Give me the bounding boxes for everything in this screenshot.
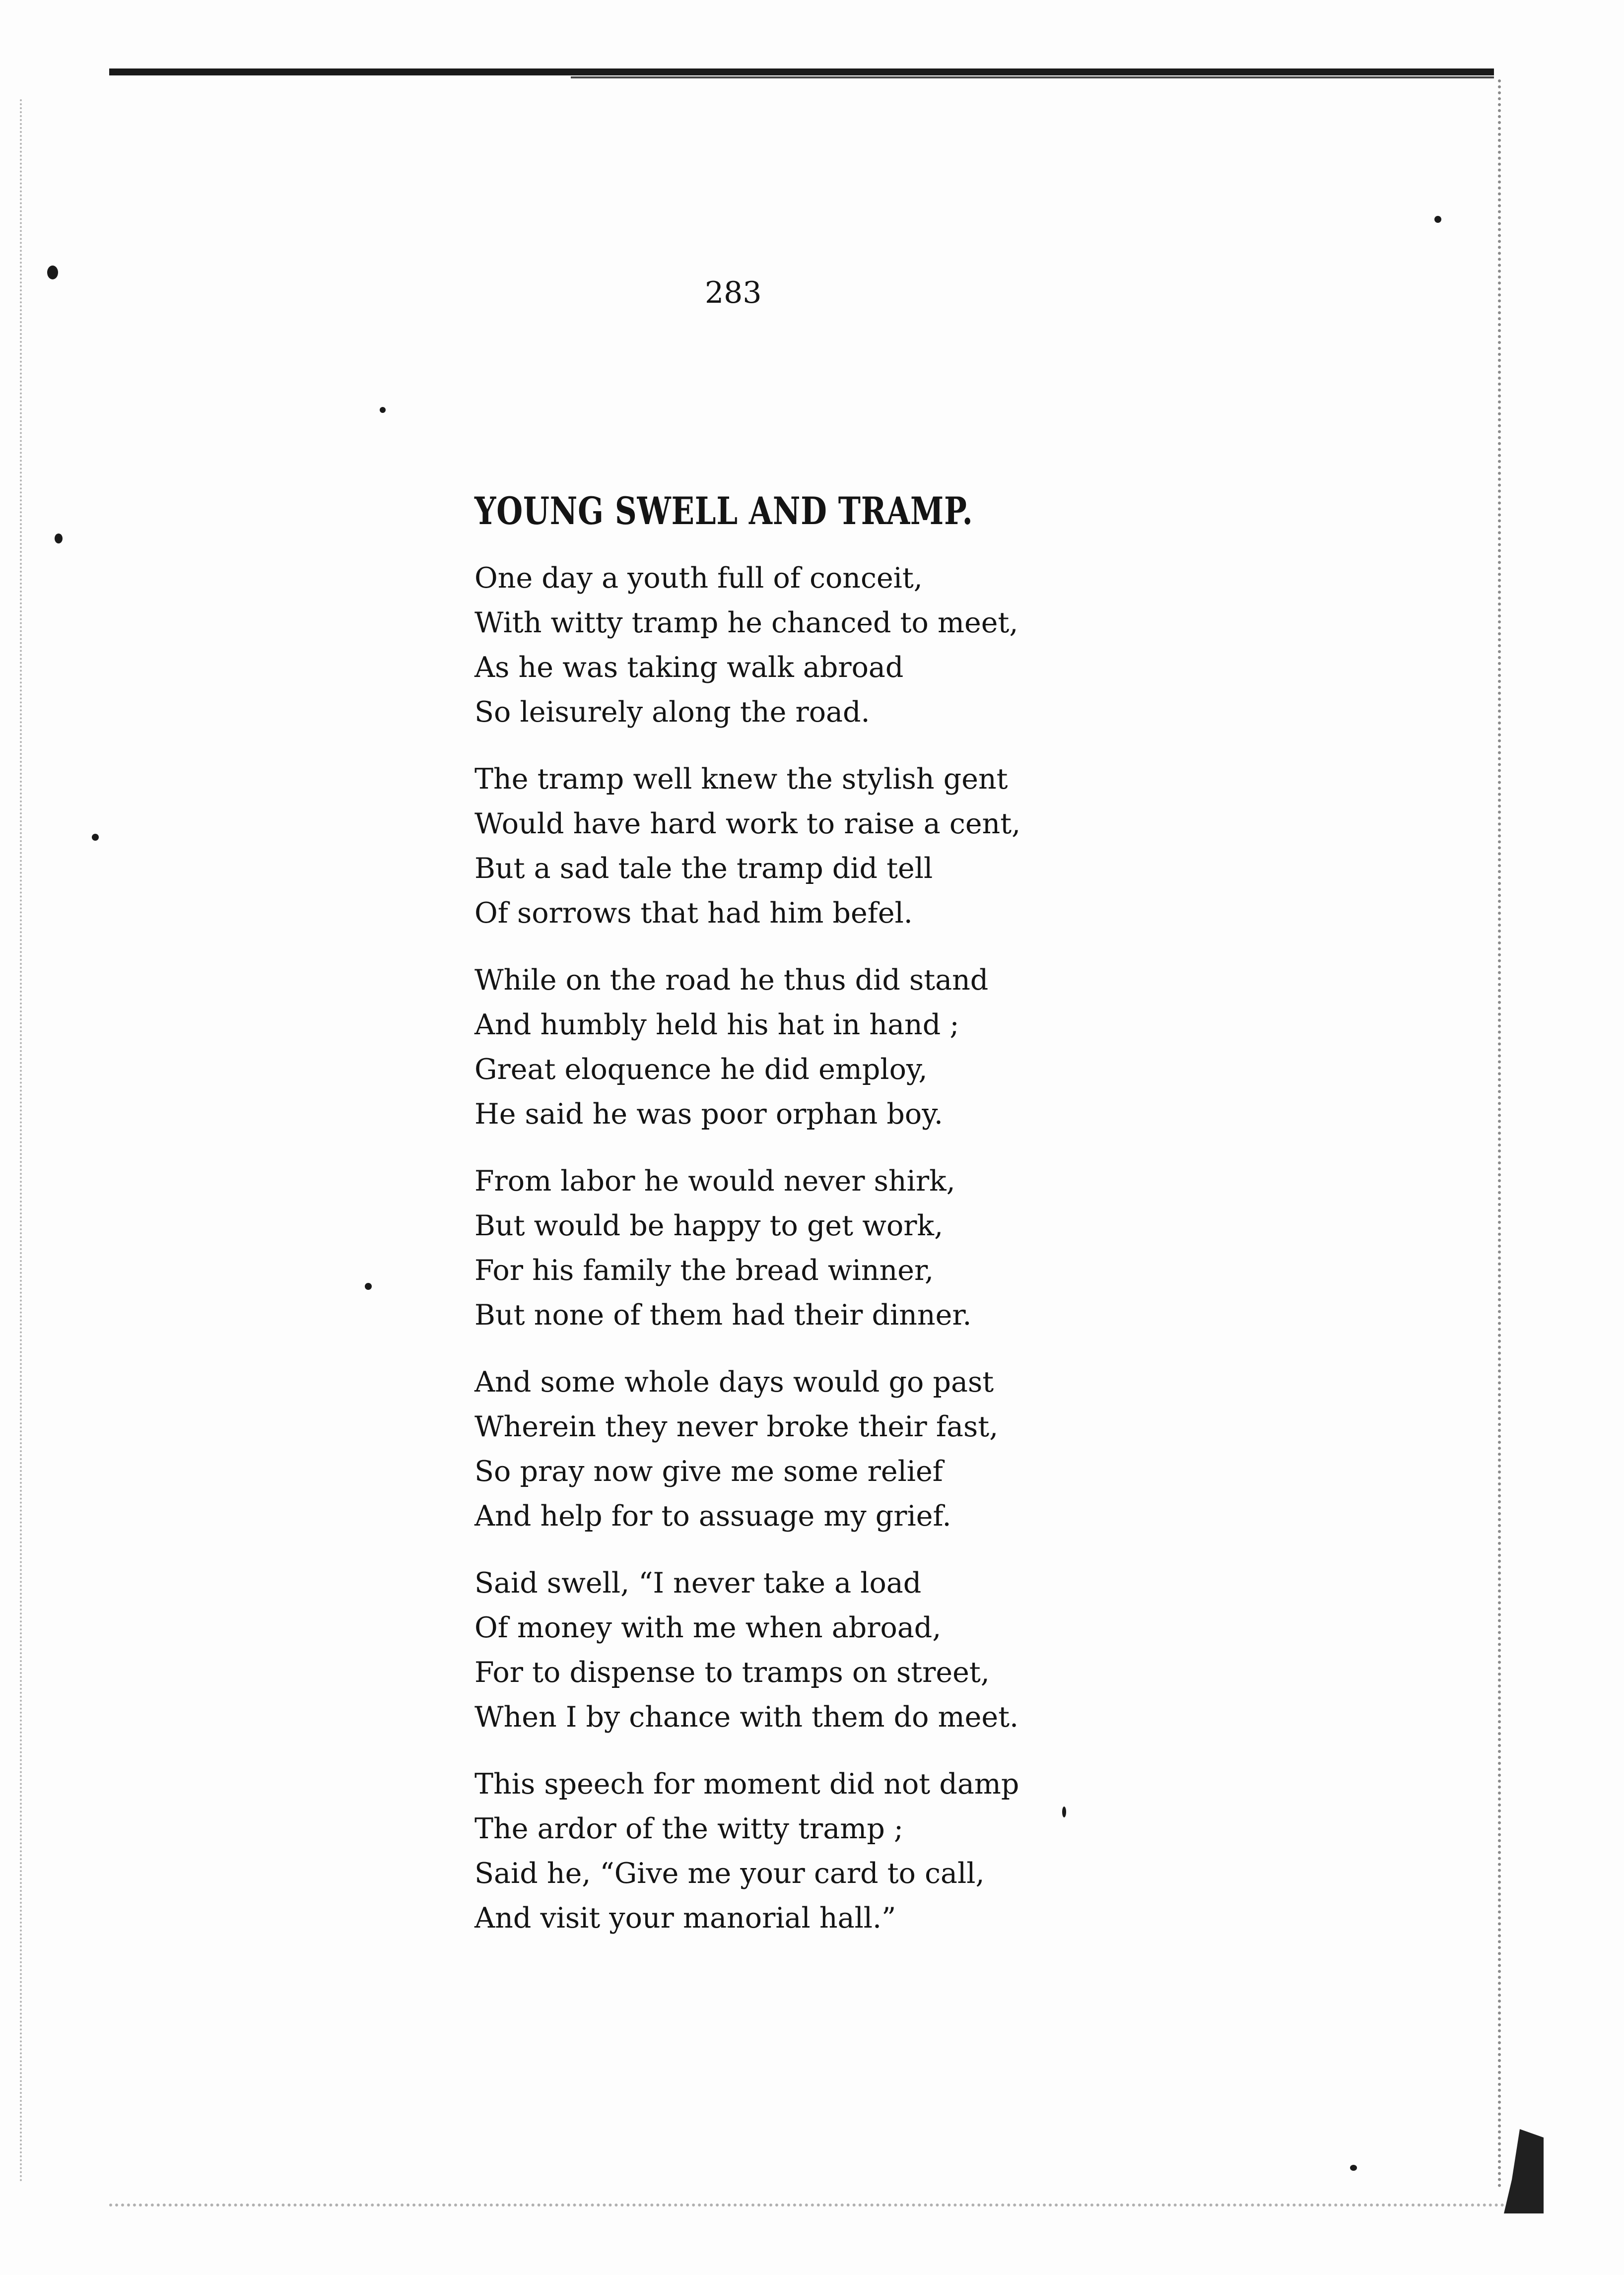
poem-line: He said he was poor orphan boy. [474, 1098, 943, 1131]
page-number: 283 [705, 275, 762, 310]
poem-line: This speech for moment did not damp [474, 1768, 1019, 1801]
stanza [474, 1360, 1120, 1539]
poem-line: From labor he would never shirk, [474, 1165, 955, 1198]
ink-speck [1350, 2165, 1357, 2171]
poem-line: The tramp well knew the stylish gent [474, 763, 1008, 796]
poem-line: Would have hard work to raise a cent, [474, 807, 1021, 840]
poem-line: One day a youth full of conceit, [474, 562, 923, 595]
poem-line: Said swell, “I never take a load [474, 1567, 922, 1600]
right-edge-noise [1498, 79, 1504, 2189]
top-border-rule [109, 68, 1494, 75]
stanza [474, 958, 1120, 1137]
poem-line: But none of them had their dinner. [474, 1299, 972, 1332]
ink-speck [55, 534, 63, 543]
poem-line: Of money with me when abroad, [474, 1611, 942, 1644]
poem-line: And humbly held his hat in hand ; [474, 1008, 959, 1041]
corner-ink-smudge [1504, 2129, 1544, 2213]
ink-speck [365, 1283, 372, 1290]
ink-speck [380, 407, 386, 413]
poem-line: With witty tramp he chanced to meet, [474, 606, 1018, 639]
stanza [474, 757, 1120, 936]
ink-speck [47, 266, 58, 279]
top-border-rule-thin [571, 76, 1494, 78]
stanza [474, 556, 1120, 735]
poem-line: And help for to assuage my grief. [474, 1500, 951, 1533]
poem-title: YOUNG SWELL AND TRAMP. [474, 489, 973, 533]
bottom-edge-noise [109, 2204, 1529, 2209]
poem-line: But would be happy to get work, [474, 1209, 944, 1242]
stanza [474, 1159, 1120, 1338]
poem-line: And visit your manorial hall.” [474, 1902, 896, 1935]
poem-line: While on the road he thus did stand [474, 964, 989, 997]
poem-line: Wherein they never broke their fast, [474, 1410, 999, 1443]
poem-line: When I by chance with them do meet. [474, 1701, 1019, 1734]
poem-line: And some whole days would go past [474, 1366, 994, 1399]
left-edge-noise [20, 99, 24, 2184]
poem-line: For to dispense to tramps on street, [474, 1656, 990, 1689]
ink-speck [1434, 216, 1441, 223]
poem-body [474, 556, 1120, 1963]
poem-line: But a sad tale the tramp did tell [474, 852, 933, 885]
ink-speck [92, 834, 99, 841]
stanza [474, 1762, 1120, 1940]
poem-line: Of sorrows that had him befel. [474, 897, 913, 930]
poem-line: So leisurely along the road. [474, 696, 870, 729]
poem-line: For his family the bread winner, [474, 1254, 934, 1287]
poem-line: Great eloquence he did employ, [474, 1053, 928, 1086]
poem-line: As he was taking walk abroad [474, 651, 904, 684]
poem-line: The ardor of the witty tramp ; [474, 1812, 904, 1845]
poem-line: Said he, “Give me your card to call, [474, 1857, 985, 1890]
stanza [474, 1561, 1120, 1740]
poem-line: So pray now give me some relief [474, 1455, 943, 1488]
